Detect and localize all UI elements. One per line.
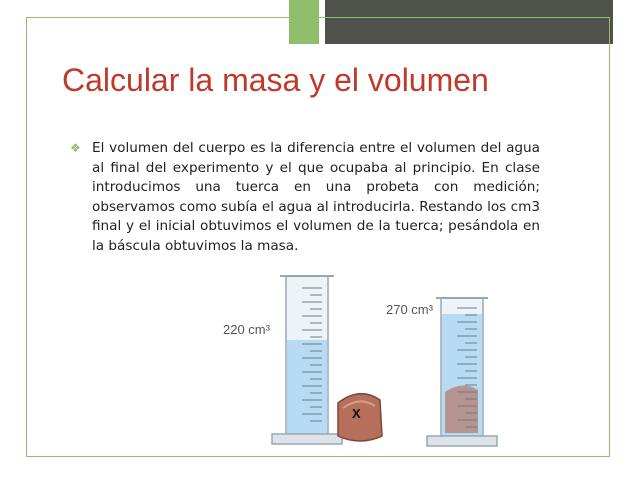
volume-label-after: 270 cm³ [386, 302, 433, 317]
nut-mark-label: X [352, 406, 361, 421]
volume-label-before: 220 cm³ [223, 322, 270, 337]
bullet-item [70, 139, 540, 256]
slide-title: Calcular la masa y el volumen [62, 62, 489, 98]
diamond-bullet-icon: ❖ [70, 141, 81, 155]
cylinder-before [272, 276, 342, 444]
bullet-text: El volumen del cuerpo es la diferencia entre el volumen del agua al final del experimento y el que ocupaba al principio. En clase introducimos una tuerca en una probeta con medición; observamos como subía el agua al introducirla. Restando los cm3 final y el inicial obtuvimos el volumen de la tuerca; pesándola en la báscula obtuvimos la masa. [92, 140, 540, 254]
cylinder-after [427, 298, 497, 446]
graduated-cylinders-illustration [210, 268, 560, 453]
